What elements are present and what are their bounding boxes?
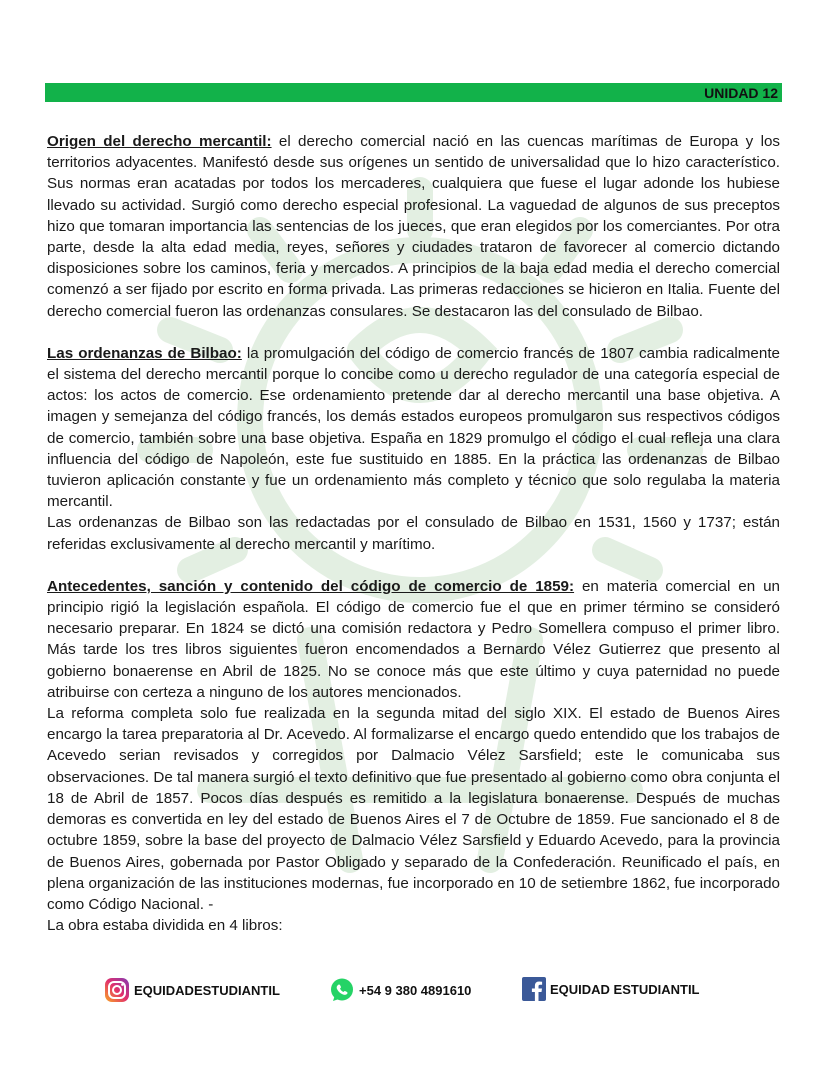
instagram-handle: EQUIDADESTUDIANTIL [134,982,280,998]
section-paragraph [47,131,780,322]
section-heading: Las ordenanzas de Bilbao: [47,344,242,362]
instagram-link[interactable] [104,977,280,1003]
unit-title: UNIDAD 12 [704,84,778,101]
whatsapp-number: +54 9 380 4891610 [359,982,472,998]
facebook-icon [522,977,546,1001]
section-text: en materia comercial en un principio rigió la legislación española. El código de comercio fue el que en primer término se consideró necesario preparar. En 1824 se dictó una comisión redactora y Pedro Somellera compuso el primer libro. Más tarde los tres libros siguientes fueron encomendados a Bernardo Vélez Gutierrez que presento al gobierno bonaerense en Abril de 1825. No se conoce más que este último y cuya paternidad no puede atribuirse con certeza a ninguno de los autores mencionados. [47,577,780,701]
section-text: el derecho comercial nació en las cuencas marítimas de Europa y los territorios adyacentes. Manifestó desde sus orígenes un sentido de universalidad que lo hizo característico. Sus normas eran acatadas por todos los mercaderes, cualquiera que fuese el lugar adonde los hubiese llevado su actividad. Surgió como derecho especial profesional. La vaguedad de algunos de sus preceptos hizo que tomaran importancia las sentencias de los jueces, que eran elegidos por los comerciantes. Por otra parte, desde la alta edad media, reyes, señores y ciudades trataron de favorecer al comercio dictando disposiciones sobre los caminos, feria y mercados. A principios de la baja edad media el derecho comercial comenzó a ser fijado por escrito en forma privada. Las primeras redacciones se hicieron en Italia. Fuente del derecho comercial fueron las ordenanzas consulares. Se destacaron las del consulado de Bilbao. [47,133,780,320]
section-paragraph [47,343,780,513]
facebook-page: EQUIDAD ESTUDIANTIL [550,981,700,997]
social-footer [0,975,828,1007]
section-paragraph: Las ordenanzas de Bilbao son las redactadas por el consulado de Bilbao en 1531, 1560 y 1737; están referidas exclusivamente al derecho mercantil y marítimo. [47,514,780,553]
section-heading: Antecedentes, sanción y contenido del código de comercio de 1859: [47,577,575,595]
whatsapp-icon [329,977,355,1003]
unit-header-bar [45,83,782,102]
section-text: la promulgación del código de comercio francés de 1807 cambia radicalmente el sistema del derecho mercantil porque lo concibe como u derecho regulador de una categoría especial de actos: los actos de comercio. Ese ordenamiento pretende dar al derecho mercantil una base objetiva. A imagen y semejanza del código francés, los demás estados europeos promulgaron sus respectivos códigos de comercio, también sobre una base objetiva. España en 1829 promulgo el código el cual refleja una clara influencia del código de Napoleón, este fue sustituido en 1885. En la práctica las ordenanzas de Bilbao tuvieron aplicación constante y fue un ordenamiento más completo y técnico que solo regulaba la materia mercantil. [47,344,780,511]
section-paragraph: La reforma completa solo fue realizada en la segunda mitad del siglo XIX. El estado de Buenos Aires encargo la tarea preparatoria al Dr. Acevedo. Al formalizarse el encargo quedo entendido que los trabajos de Acevedo serian revisados y corregidos por Dalmacio Vélez Sarsfield; este le comunicaba sus observaciones. De tal manera surgió el texto definitivo que fue presentado al gobierno como obra conjunta el 18 de Abril de 1857. Pocos días después es remitido a la legislatura bonaerense. Después de muchas demoras es convertida en ley del estado de Buenos Aires el 7 de Octubre de 1859. Fue sancionado el 8 de octubre 1859, sobre la base del proyecto de Dalmacio Vélez Sarsfield y Eduardo Acevedo, para la provincia de Buenos Aires, gobernada por Pastor Obligado y separado de la Confederación. Reunificado el país, en plena organización de las instituciones modernas, fue incorporado en 10 de setiembre 1862, fue incorporado como Código Nacional. - [47,705,780,913]
section-paragraph [47,576,780,703]
facebook-link[interactable] [522,977,700,1001]
instagram-icon [104,977,130,1003]
document-body [47,131,780,936]
section-heading: Origen del derecho mercantil: [47,133,272,150]
section-paragraph: La obra estaba dividida en 4 libros: [47,917,283,935]
whatsapp-link[interactable] [329,977,471,1003]
